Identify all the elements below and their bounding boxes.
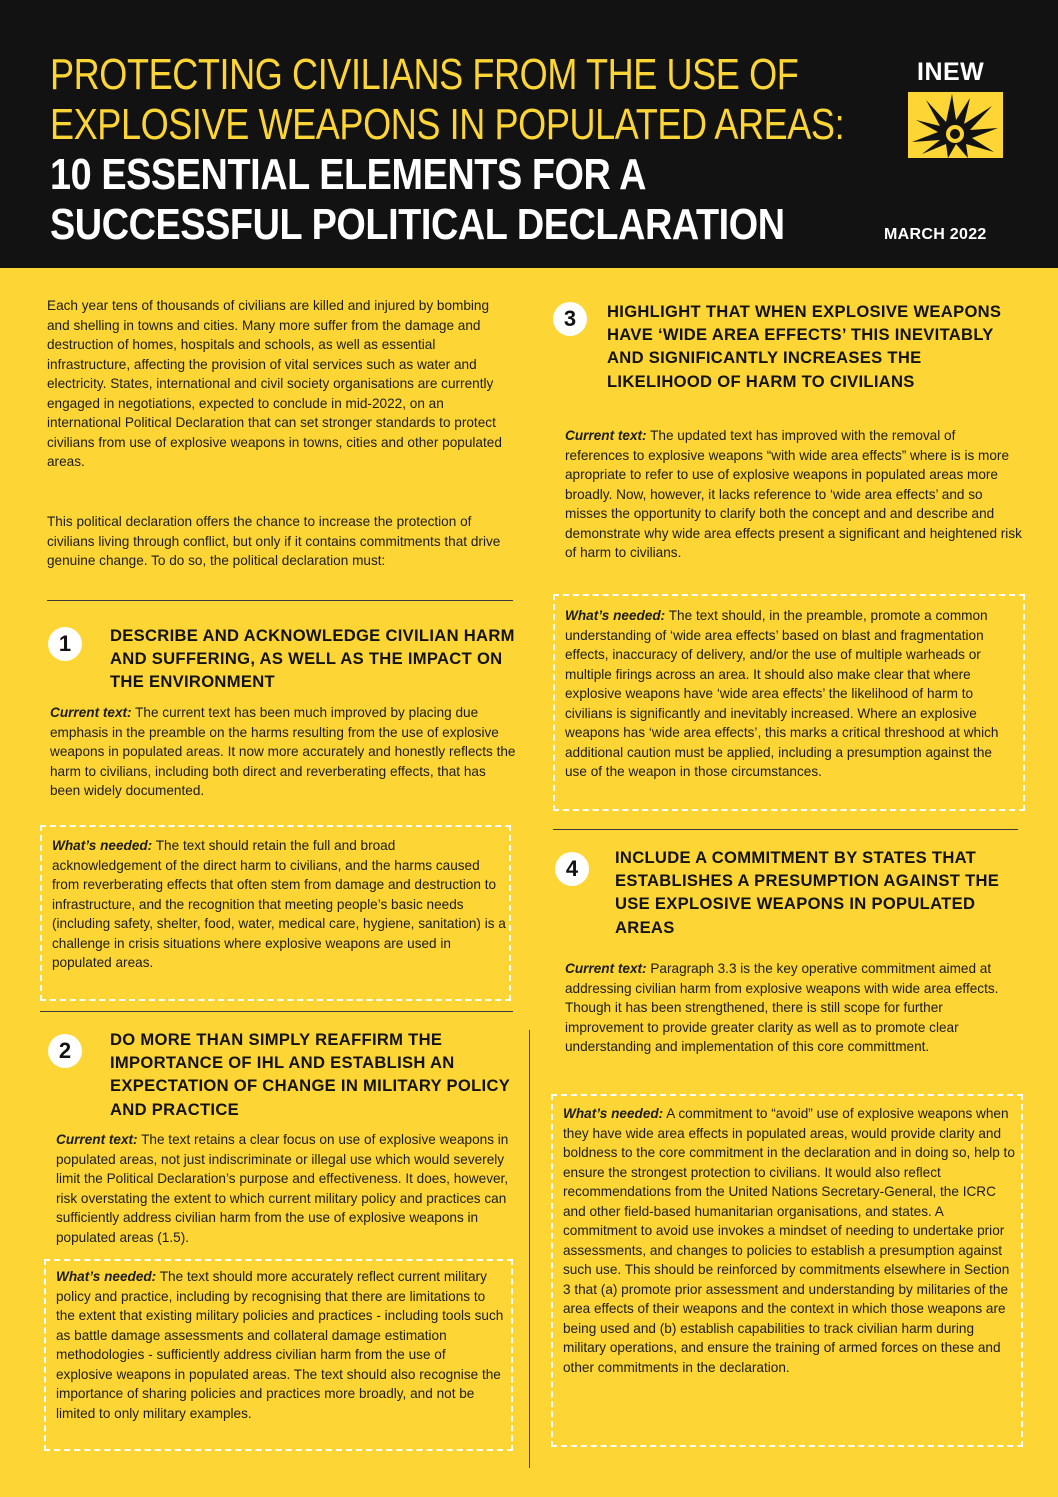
section-number-4: 4 <box>555 852 589 886</box>
title-line-2: EXPLOSIVE WEAPONS IN POPULATED AREAS: <box>50 100 845 149</box>
column-divider <box>529 1030 530 1468</box>
current-text-label: Current text: <box>56 1132 138 1147</box>
section-1-current-text <box>50 703 516 801</box>
explosion-icon <box>908 92 1003 158</box>
section-3-current-text <box>565 426 1023 563</box>
title-line-4: SUCCESSFUL POLITICAL DECLARATION <box>50 200 785 249</box>
header-banner <box>0 0 1058 268</box>
whats-needed-label: What’s needed: <box>56 1269 157 1284</box>
whats-needed-body: A commitment to “avoid” use of explosive weapons when they have wide area effects in populated areas, would provide clarity and boldness to the core commitment in the declaration and in doing so, help to ensure the strongest protection to civilians. It would also reflect recommendations from the United Nations Secretary-General, the ICRC and other field-based humanitarian organisations, and states. A commitment to avoid use invokes a mindset of needing to undertake prior assessments, and changes to policies to establish a presumption against such use. This should be reinforced by commitments elsewhere in Section 3 that (a) promote prior assessment and understanding by militaries of the area effects of their weapons and the context in which those weapons are being used and (b) establish capabilities to track civilian harm during military operations, and ensure the training of armed forces on these and other commitments in the declaration. <box>563 1106 1015 1375</box>
whats-needed-body: The text should more accurately reflect current military policy and practice, including by recognising that there are limitations to the extent that existing military policies and practices - including tools such as battle damage assessments and collateral damage estimation methodologies - sufficiently address civilian harm from the use of explosive weapons in populated areas. The text should also recognise the importance of sharing policies and practices more broadly, and not be limited to only military examples. <box>56 1269 504 1421</box>
current-text-body: Paragraph 3.3 is the key operative commitment aimed at addressing civilian harm from explosive weapons with wide area effects. Though it has been strengthened, there is still scope for further improvement to provide greater clarity as well as to promote clear understanding and implementation of this core committment. <box>565 961 999 1054</box>
section-title-4: INCLUDE A COMMITMENT BY STATES THAT ESTABLISHES A PRESUMPTION AGAINST THE USE EXPLOSIVE WEAPONS IN POPULATED AREAS <box>615 848 1000 937</box>
whats-needed-body: The text should retain the full and broad acknowledgement of the direct harm to civilians, and the harms caused from reverberating effects that often stem from damage and destruction to infrastructure, and the recognition that meeting people’s basic needs (including safety, shelter, food, water, medical care, hygiene, sanitation) is a challenge in crisis situations where explosive weapons are used in populated areas. <box>52 838 506 970</box>
current-text-body: The updated text has improved with the removal of references to explosive weapons “with wide area effects” where is is more apropriate to refer to use of explosive weapons in populated areas more broadly. Now, however, it lacks reference to ‘wide area effects’ and so misses the opportunity to clarify both the concept and and describe and demonstrate why wide area effects present a significant and heightened risk of harm to civilians. <box>565 428 1022 560</box>
section-2-needed-text <box>56 1267 506 1423</box>
section-title-2: DO MORE THAN SIMPLY REAFFIRM THE IMPORTANCE OF IHL AND ESTABLISH AN EXPECTATION OF CHANGE IN MILITARY POLICY AND PRACTICE <box>110 1030 510 1119</box>
section-4-current-text <box>565 959 1021 1057</box>
divider <box>47 600 513 601</box>
inew-logo-text: INEW <box>917 58 985 86</box>
current-text-body: The current text has been much improved by placing due emphasis in the preamble on the harms resulting from the use of explosive weapons in populated areas. It now more accurately and honestly reflects the harm to civilians, including both direct and reverberating effects, that has been widely documented. <box>50 705 516 798</box>
whats-needed-label: What’s needed: <box>565 608 666 623</box>
current-text-label: Current text: <box>565 428 647 443</box>
publication-date: MARCH 2022 <box>884 226 987 243</box>
title-line-1: PROTECTING CIVILIANS FROM THE USE OF <box>50 50 799 99</box>
current-text-body: The text retains a clear focus on use of explosive weapons in populated areas, not just indiscriminate or illegal use which would severely limit the Political Declaration’s purpose and effectiveness. It does, however, risk overstating the extent to which current military policy and practices can sufficiently address civilian harm from the use of explosive weapons in populated areas (1.5). <box>56 1132 509 1245</box>
whats-needed-body: The text should, in the preamble, promote a common understanding of ‘wide area effects’ based on blast and fragmentation effects, inaccuracy of delivery, and/or the use of multiple warheads or multiple firings across an area. It should also make clear that where explosive weapons have ‘wide area effects’ the likelihood of harm to civilians is significantly and inevitably increased. Where an explosive weapons has ‘wide area effects’, this marks a critical threshood at which additional caution must be applied, including a presumption against the use of the weapon in those circumstances. <box>565 608 999 779</box>
section-title-3: HIGHLIGHT THAT WHEN EXPLOSIVE WEAPONS HAVE ‘WIDE AREA EFFECTS’ THIS INEVITABLY AND SIGNIFICANTLY INCREASES THE LIKELIHOOD OF HARM TO CIVILIANS <box>607 302 1002 391</box>
section-number-2: 2 <box>48 1034 82 1068</box>
divider <box>553 829 1018 830</box>
whats-needed-label: What’s needed: <box>52 838 153 853</box>
current-text-label: Current text: <box>50 705 132 720</box>
section-number-1: 1 <box>48 627 82 661</box>
section-2-current-text <box>56 1130 516 1247</box>
current-text-label: Current text: <box>565 961 647 976</box>
title-line-3: 10 ESSENTIAL ELEMENTS FOR A <box>50 150 647 199</box>
section-3-needed-text <box>565 606 1017 782</box>
section-number-3: 3 <box>553 302 587 336</box>
section-4-needed-text <box>563 1104 1015 1377</box>
intro-paragraph-2: This political declaration offers the chance to increase the protection of civilians living through conflict, but only if it contains commitments that drive genuine change. To do so, the political declaration must: <box>47 514 501 568</box>
section-1-needed-text <box>52 836 506 973</box>
divider <box>40 1011 513 1012</box>
section-title-1: DESCRIBE AND ACKNOWLEDGE CIVILIAN HARM AND SUFFERING, AS WELL AS THE IMPACT ON THE ENVIRONMENT <box>110 626 515 692</box>
whats-needed-label: What’s needed: <box>563 1106 664 1121</box>
intro-paragraph-1: Each year tens of thousands of civilians are killed and injured by bombing and shelling in towns and cities. Many more suffer from the damage and destruction of homes, hospitals and schools, as well as essential infrastructure, affecting the provision of vital services such as water and electricity. States, international and civil society organisations are currently engaged in negotiations, expected to conclude in mid-2022, on an international Political Declaration that can set stronger standards to protect civilians from use of explosive weapons in towns, cities and other populated areas. <box>47 298 502 469</box>
